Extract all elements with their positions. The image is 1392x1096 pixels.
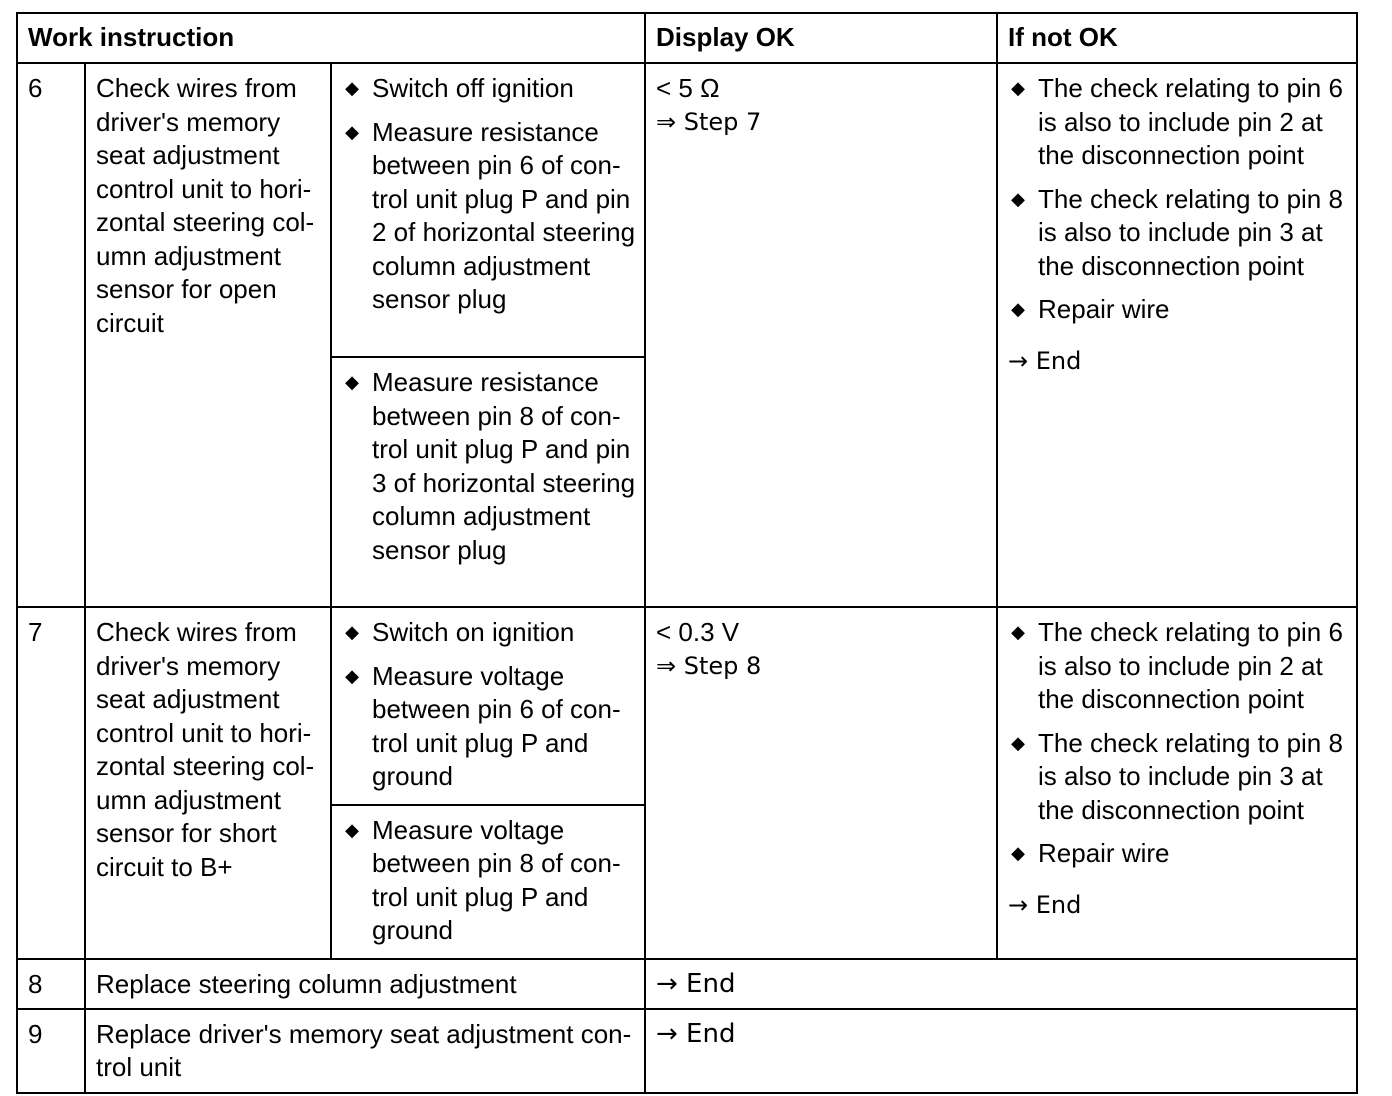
ok-value: < 0.3 V: [656, 617, 740, 647]
diamond-bullet-icon: ◆: [1011, 843, 1025, 863]
step-actions-b: [331, 357, 645, 607]
step-description: Replace steering column adjustment: [85, 959, 645, 1009]
display-ok-cell: [645, 607, 997, 959]
list-item: ◆ Measure voltage between pin 8 of con-trol unit plug P and ground: [332, 814, 638, 948]
step-description: Check wires from driver's memory seat adjustment control unit to hori-zontal steering col-umn adjustment sensor for short circuit to B+: [85, 607, 331, 959]
table-row-step-7: [17, 607, 1357, 805]
step-number: 9: [17, 1009, 85, 1093]
header-row: [17, 13, 1357, 63]
diamond-bullet-icon: ◆: [1011, 622, 1025, 642]
header-if-not-ok: If not OK: [997, 13, 1357, 63]
ok-next-step: ⇒ Step 8: [656, 651, 762, 680]
ok-value: < 5 Ω: [656, 73, 720, 103]
diamond-bullet-icon: ◆: [345, 665, 359, 686]
end-link: → End: [1008, 346, 1082, 375]
display-ok-cell: [645, 63, 997, 607]
step-description: Replace driver's memory seat adjustment con-trol unit: [85, 1009, 645, 1093]
step-actions-a: [331, 63, 645, 357]
list-item: ◆ Switch on ignition: [332, 616, 638, 650]
list-item: ◆ Measure resistance between pin 8 of con-trol unit plug P and pin 3 of horizontal steering column adjustment sensor plug: [332, 366, 638, 567]
diamond-bullet-icon: ◆: [345, 622, 359, 642]
table-row-step-9: [17, 1009, 1357, 1093]
step-number: 8: [17, 959, 85, 1009]
diamond-bullet-icon: ◆: [1011, 299, 1025, 319]
list-item: ◆ Repair wire: [998, 837, 1350, 871]
ok-next-step: ⇒ Step 7: [656, 107, 762, 136]
step-number: 7: [17, 607, 85, 959]
diamond-bullet-icon: ◆: [345, 121, 359, 142]
header-work-instruction: Work instruction: [17, 13, 645, 63]
list-item: ◆ Switch off ignition: [332, 72, 638, 106]
diamond-bullet-icon: ◆: [1011, 732, 1025, 753]
if-not-ok-cell: [997, 607, 1357, 959]
step-actions-b: [331, 805, 645, 959]
list-item: ◆ Measure resistance between pin 6 of con-trol unit plug P and pin 2 of horizontal steering column adjustment sensor plug: [332, 116, 638, 317]
list-item: ◆ The check relating to pin 6 is also to include pin 2 at the disconnection point: [998, 616, 1350, 717]
end-link: → End: [1008, 890, 1082, 919]
list-item: ◆ Repair wire: [998, 293, 1350, 327]
diamond-bullet-icon: ◆: [345, 78, 359, 98]
diamond-bullet-icon: ◆: [1011, 188, 1025, 209]
if-not-ok-cell: [997, 63, 1357, 607]
table-row-step-6: [17, 63, 1357, 357]
diamond-bullet-icon: ◆: [345, 819, 359, 840]
diamond-bullet-icon: ◆: [1011, 78, 1025, 98]
step-result: → End: [645, 1009, 1357, 1093]
step-actions-a: [331, 607, 645, 805]
diamond-bullet-icon: ◆: [345, 372, 359, 392]
table-row-step-8: [17, 959, 1357, 1009]
list-item: ◆ Measure voltage between pin 6 of con-trol unit plug P and ground: [332, 660, 638, 794]
step-result: → End: [645, 959, 1357, 1009]
work-instruction-table: [16, 12, 1358, 1094]
step-description: Check wires from driver's memory seat adjustment control unit to hori-zontal steering col-umn adjustment sensor for open circuit: [85, 63, 331, 607]
list-item: ◆ The check relating to pin 8 is also to include pin 3 at the disconnection point: [998, 183, 1350, 284]
list-item: ◆ The check relating to pin 6 is also to include pin 2 at the disconnection point: [998, 72, 1350, 173]
list-item: ◆ The check relating to pin 8 is also to include pin 3 at the disconnection point: [998, 727, 1350, 828]
step-number: 6: [17, 63, 85, 607]
header-display-ok: Display OK: [645, 13, 997, 63]
